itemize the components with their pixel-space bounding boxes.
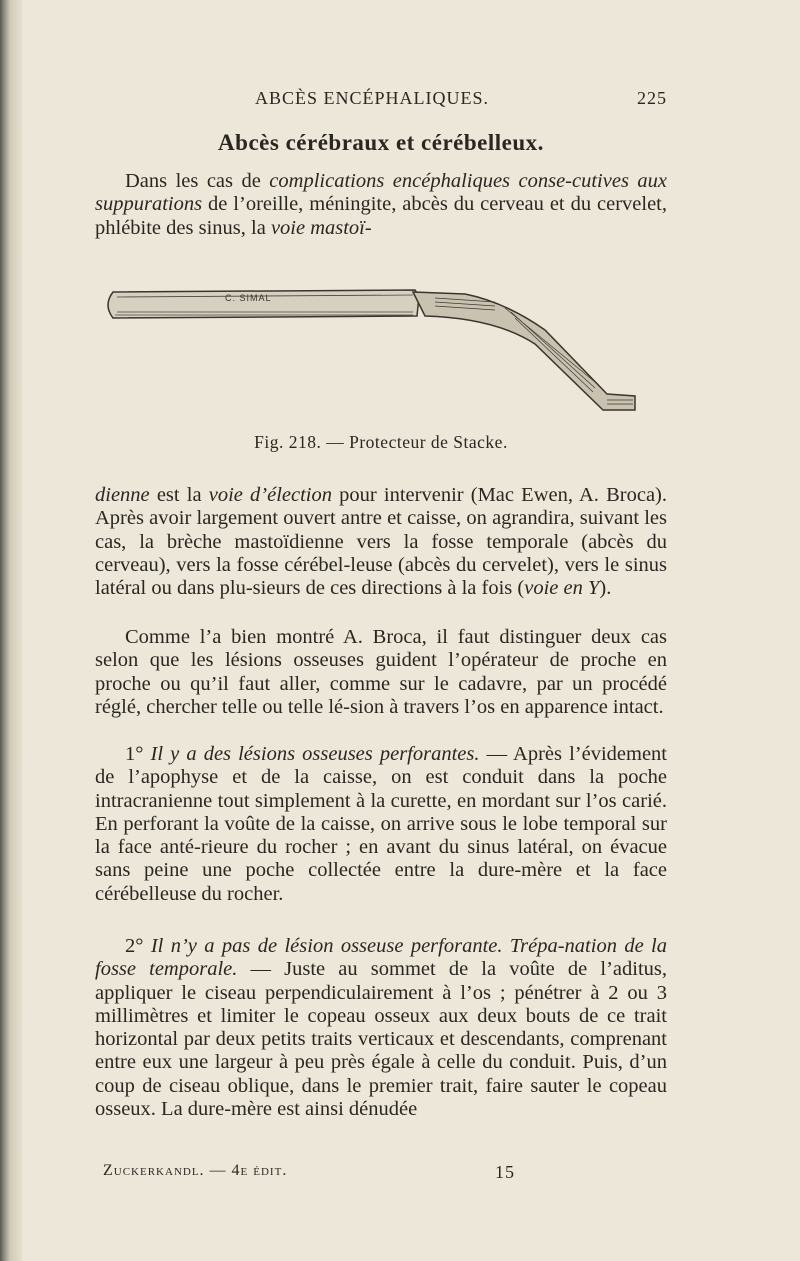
approach-text-3: ). <box>599 577 612 600</box>
running-header <box>95 88 667 114</box>
paragraph-case-2 <box>95 935 667 1121</box>
paragraph-approach <box>95 484 667 600</box>
case-2-number: 2° <box>125 935 151 957</box>
case-2-heading: Il n’y a pas de lésion osseuse perforante. Trépa-nation de la fosse temporale. <box>95 935 667 981</box>
book-spine-shadow <box>0 0 22 1261</box>
case-2-text: — Juste au sommet de la voûte de l’aditus, appliquer le ciseau perpendiculairement à l’os ; pénétrer à 2 ou 3 millimètres et limiter le copeau osseux aux deux bouts de ce trait horizontal par deux petits traits verticaux et descendants, comprenant entre eux une largeur à peu près égale à celle du conduit. Puis, d’un coup de ciseau oblique, dans le premier trait, faire sauter le copeau osseux. La dure-mère est ainsi dénudée <box>95 958 667 1121</box>
intro-emphasis-1: complications encéphaliques conse-cutives aux suppurations <box>95 170 667 216</box>
intro-text-2: de l’oreille, méningite, abcès du cerveau et du cervelet, phlébite des sinus, la <box>95 193 667 239</box>
figure-caption: Fig. 218. — Protecteur de Stacke. <box>254 432 508 452</box>
section-title: Abcès cérébraux et cérébelleux. <box>218 130 544 155</box>
case-1-text: — Après l’évidement de l’apophyse et de la caisse, on est conduit dans la poche intracranienne tout simplement à la curette, en mordant sur l’os carié. En perforant la voûte de la caisse, on arrive sous le lobe temporal sur la face anté-rieure du rocher ; en avant du sinus latéral, on évacue sans peine une poche collectée entre la dure-mère et la face cérébelleuse du rocher. <box>95 743 668 905</box>
approach-emphasis-2: voie d’élection <box>208 484 332 506</box>
signature-mark: Zuckerkandl. — 4e édit. <box>103 1162 288 1179</box>
page-footer <box>95 1162 667 1188</box>
paragraph-broca <box>95 626 667 719</box>
intro-emphasis-2: voie mastoï- <box>270 216 372 239</box>
approach-emphasis-1: dienne <box>95 484 150 506</box>
page-number: 225 <box>637 88 667 108</box>
paragraph-intro <box>95 170 667 240</box>
instrument-inscription: C. SIMAL <box>225 293 272 303</box>
paragraph-case-1 <box>95 743 667 906</box>
stacke-protector-figure <box>95 282 667 427</box>
approach-text-1: est la <box>149 484 209 506</box>
broca-text: Comme l’a bien montré A. Broca, il faut distinguer deux cas selon que les lésions osseuses guident l’opérateur de proche en proche ou qu’il faut aller, comme sur le cadavre, par un procédé réglé, chercher telle ou telle lé-sion à travers l’os en apparence intact. <box>95 626 667 718</box>
case-1-heading: Il y a des lésions osseuses perforantes. <box>150 743 480 765</box>
case-1-number: 1° <box>125 743 151 765</box>
running-title: ABCÈS ENCÉPHALIQUES. <box>255 88 490 108</box>
approach-text-2: pour intervenir (Mac Ewen, A. Broca). Après avoir largement ouvert antre et caisse, on agrandira, suivant les cas, la brèche mastoïdienne vers la fosse temporale (abcès du cerveau), vers la fosse cérébel-leuse (abcès du cervelet), vers le sinus latéral ou dans plu-sieurs de ces directions à la fois ( <box>95 484 667 600</box>
sheet-number: 15 <box>495 1162 515 1182</box>
intro-text-1: Dans les cas de <box>125 170 270 192</box>
approach-emphasis-3: voie en Y <box>524 577 600 600</box>
